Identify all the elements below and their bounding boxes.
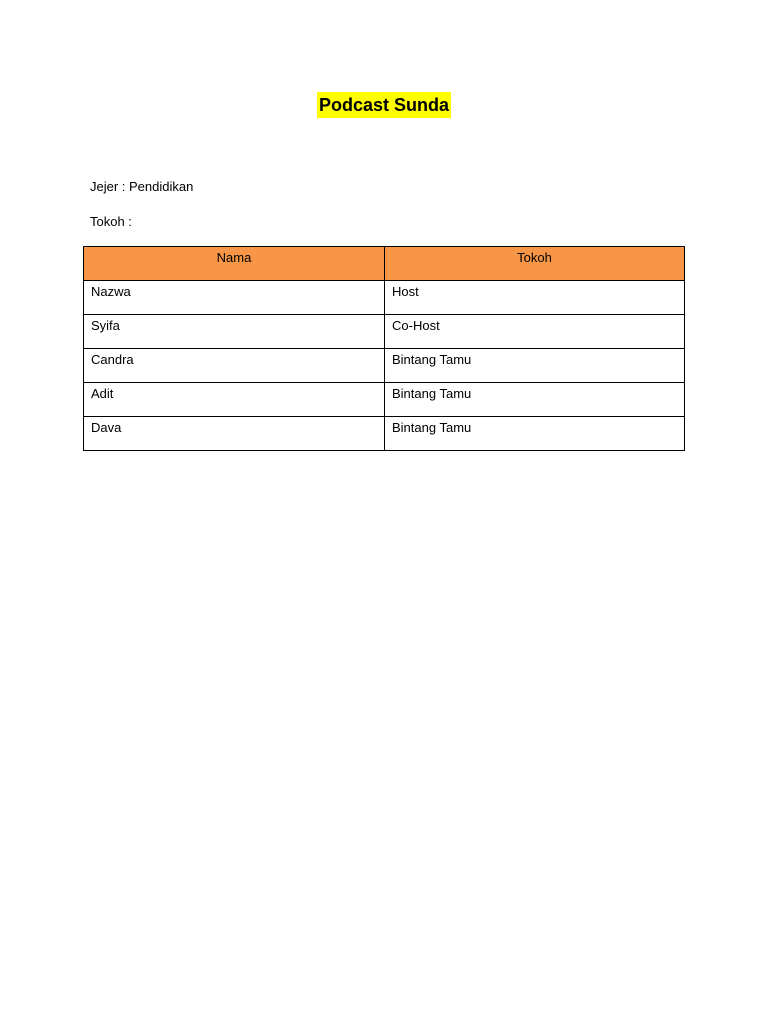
table-row: [84, 383, 685, 417]
table-row: [84, 281, 685, 315]
cell-nama: Candra: [84, 349, 385, 383]
header-nama: Nama: [84, 247, 385, 281]
cell-tokoh: Bintang Tamu: [385, 349, 685, 383]
jejer-line: Jejer : Pendidikan: [90, 179, 194, 194]
title-wrapper: [0, 92, 768, 118]
page-title: Podcast Sunda: [317, 92, 451, 118]
table-header-row: [84, 247, 685, 281]
cell-nama: Syifa: [84, 315, 385, 349]
cell-nama: Nazwa: [84, 281, 385, 315]
cell-nama: Adit: [84, 383, 385, 417]
cell-tokoh: Bintang Tamu: [385, 383, 685, 417]
table-row: [84, 417, 685, 451]
cell-tokoh: Bintang Tamu: [385, 417, 685, 451]
cell-nama: Dava: [84, 417, 385, 451]
table-row: [84, 315, 685, 349]
header-tokoh: Tokoh: [385, 247, 685, 281]
cell-tokoh: Host: [385, 281, 685, 315]
cell-tokoh: Co-Host: [385, 315, 685, 349]
tokoh-line: Tokoh :: [90, 214, 132, 229]
cast-table: [83, 246, 685, 451]
table-row: [84, 349, 685, 383]
